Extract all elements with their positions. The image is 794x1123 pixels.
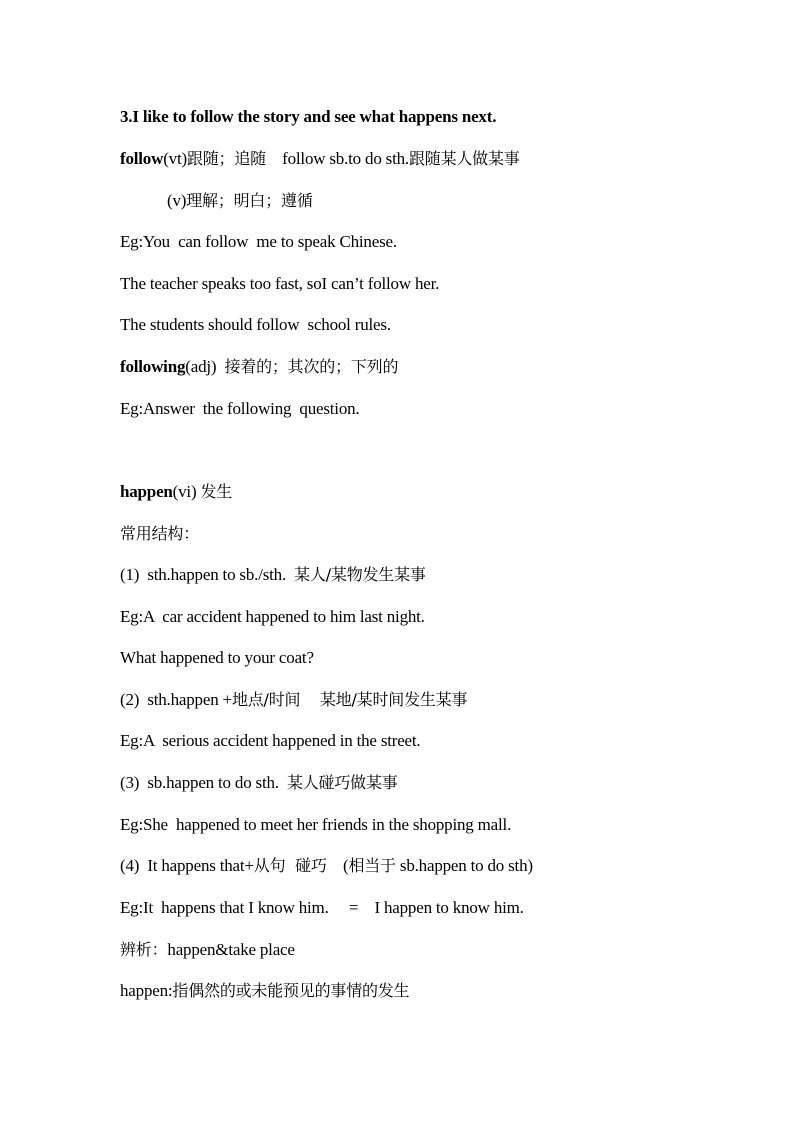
text-segment: Eg:A car accident happened to him last night. (120, 607, 425, 626)
heading-line (120, 107, 496, 127)
follow-definition-line-2 (167, 191, 313, 211)
text-segment: follow sb.to do sth. (265, 149, 409, 168)
example-line (120, 274, 439, 294)
distinguish-line (120, 940, 295, 960)
text-segment: Eg:Answer the following question. (120, 399, 360, 418)
text-segment: happen: (120, 981, 173, 1000)
text-segment: 发生 (200, 482, 233, 501)
text-segment: 常用结构： (120, 524, 200, 543)
following-definition-line (120, 357, 398, 377)
happen-note-line (120, 981, 409, 1001)
text-segment: (2) sth.happen + (120, 690, 232, 709)
text-segment: 理解；明白；遵循 (186, 191, 313, 210)
common-structures-label (120, 524, 199, 544)
example-line (120, 731, 420, 751)
text-segment: following (120, 357, 186, 376)
structure-item (120, 856, 533, 876)
text-segment: (vi) (172, 482, 201, 501)
text-segment: Eg:A serious accident happened in the street. (120, 731, 421, 750)
text-segment: (v) (167, 191, 187, 210)
text-segment: ( (326, 856, 349, 875)
follow-definition-line (120, 149, 520, 169)
text-segment: 接着的；其次的；下列的 (224, 357, 399, 376)
text-segment: 辨析： (120, 940, 168, 959)
text-segment: 跟随；追随 (186, 149, 266, 168)
text-segment: 某人/某物发生某事 (294, 565, 426, 584)
text-segment: Eg:You can follow me to speak Chinese. (120, 232, 397, 251)
text-segment: follow (120, 149, 164, 168)
text-segment: 相当于 (348, 856, 396, 875)
text-segment: happen (120, 482, 173, 501)
example-line (120, 815, 511, 835)
text-segment: 指偶然的或未能预见的事情的发生 (172, 981, 410, 1000)
text-segment: sb.happen to do sth) (395, 856, 533, 875)
text-segment: (1) sth.happen to sb./sth. (120, 565, 295, 584)
example-line (120, 648, 314, 668)
text-segment: What happened to your coat? (120, 648, 314, 667)
text-segment: (adj) (185, 357, 225, 376)
happen-definition-line (120, 482, 232, 502)
text-segment: Eg:She happened to meet her friends in the shopping mall. (120, 815, 512, 834)
example-line (120, 898, 524, 918)
example-line (120, 232, 397, 252)
text-segment: (3) sb.happen to do sth. (120, 773, 287, 792)
text-segment: 从句 碰巧 (253, 856, 327, 875)
text-segment: The students should follow school rules. (120, 315, 391, 334)
text-segment: happen&take place (167, 940, 295, 959)
structure-item (120, 773, 398, 793)
text-segment: The teacher speaks too fast, soI can’t follow her. (120, 274, 440, 293)
example-line (120, 399, 359, 419)
text-segment: 地点/时间 某地/某时间发生某事 (231, 690, 468, 709)
structure-item (120, 690, 467, 710)
structure-item (120, 565, 426, 585)
text-segment: Eg:It happens that I know him. = I happen to know him. (120, 898, 524, 917)
example-line (120, 315, 391, 335)
text-segment: (4) It happens that+ (120, 856, 254, 875)
text-segment: 某人碰巧做某事 (286, 773, 398, 792)
example-line (120, 607, 425, 627)
text-segment: (vt) (163, 149, 187, 168)
text-segment: 跟随某人做某事 (408, 149, 520, 168)
text-segment: 3.I like to follow the story and see what happens next. (120, 107, 497, 126)
